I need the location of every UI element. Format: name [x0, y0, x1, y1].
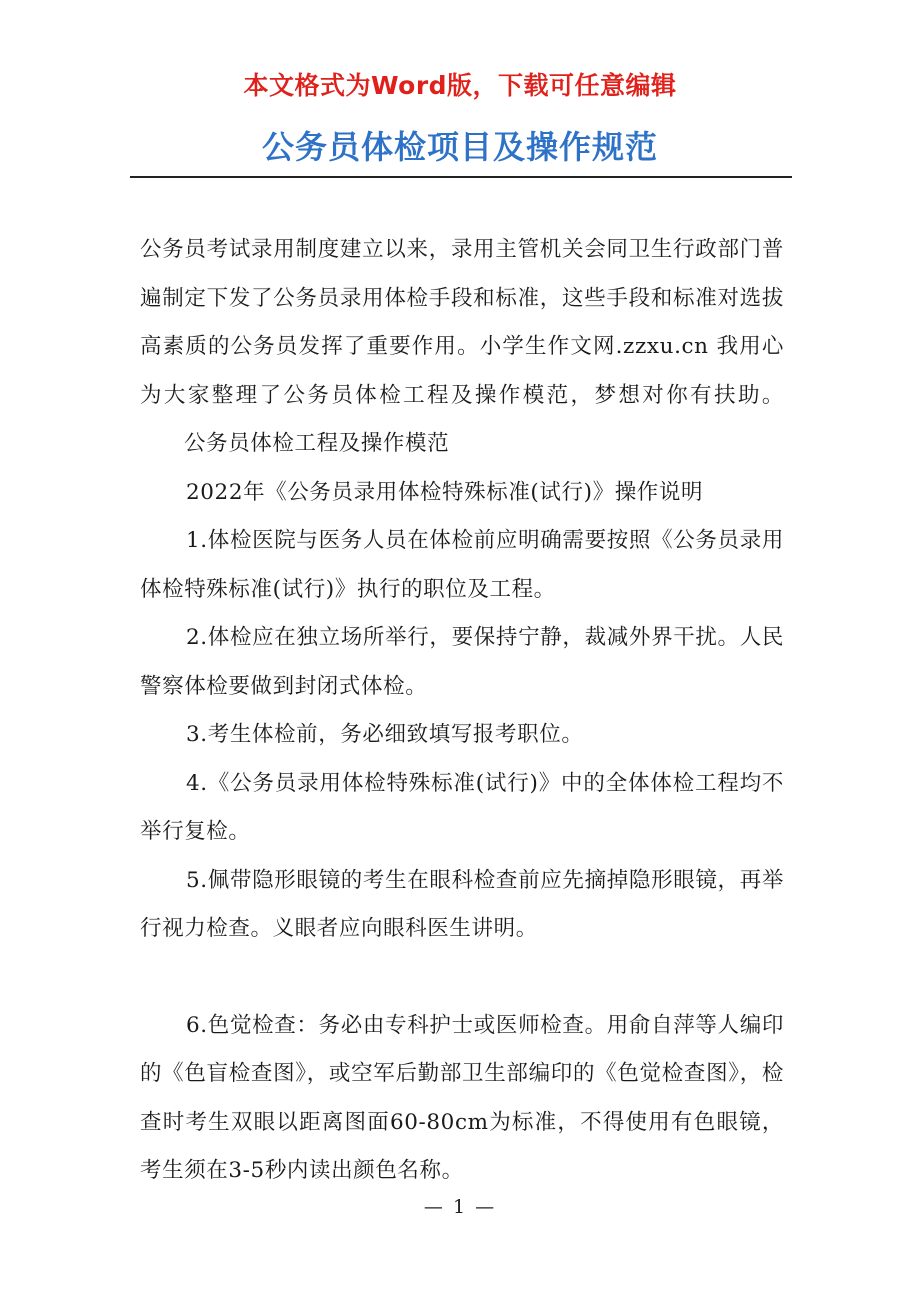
paragraph-3: 3.考生体检前，务必细致填写报考职位。 [186, 722, 584, 747]
format-notice-banner: 本文格式为Word版，下载可任意编辑 [243, 71, 677, 100]
paragraph-2022: 2022年《公务员录用体检特殊标准(试行)》操作说明 [186, 479, 704, 505]
paragraph-5: 5.佩带隐形眼镜的考生在眼科检查前应先摘掉隐形眼镜，再举行视力检查。义眼者应向眼科医生讲明。 [140, 867, 784, 941]
intro-text: 公务员考试录用制度建立以来，录用主管机关会同卫生行政部门普遍制定下发了公务员录用体检手段和标准，这些手段和标准对选拔高素质的公务员发挥了重要作用。小学生作文网.zzxu.cn 我用心为大家整理了公务员体检工程及操作模范，梦想对你有扶助。 [140, 237, 784, 408]
intro-paragraph [140, 226, 784, 469]
paragraph-1: 1.体检医院与医务人员在体检前应明确需要按照《公务员录用体检特殊标准(试行)》执行的职位及工程。 [140, 528, 784, 602]
paragraph-spacer [140, 954, 784, 1002]
intro-tail-heading: 公务员体检工程及操作模范 [184, 431, 450, 456]
title-divider [130, 176, 792, 178]
paragraph-4: 4.《公务员录用体检特殊标准(试行)》中的全体体检工程均不举行复检。 [140, 770, 784, 844]
document-title: 公务员体检项目及操作规范 [261, 128, 658, 166]
page-number: — 1 — [423, 1196, 497, 1218]
paragraph-2: 2.体检应在独立场所举行，要保持宁静，裁减外界干扰。人民警察体检要做到封闭式体检。 [140, 625, 784, 699]
document-body [140, 226, 784, 1196]
paragraph-6: 6.色觉检查：务必由专科护士或医师检查。用俞自萍等人编印的《色盲检查图》，或空军后勤部卫生部编印的《色觉检查图》，检查时考生双眼以距离图面60-80cm为标准，不得使用有色眼镜，考生须在3-5秒内读出颜色名称。 [140, 1012, 784, 1183]
